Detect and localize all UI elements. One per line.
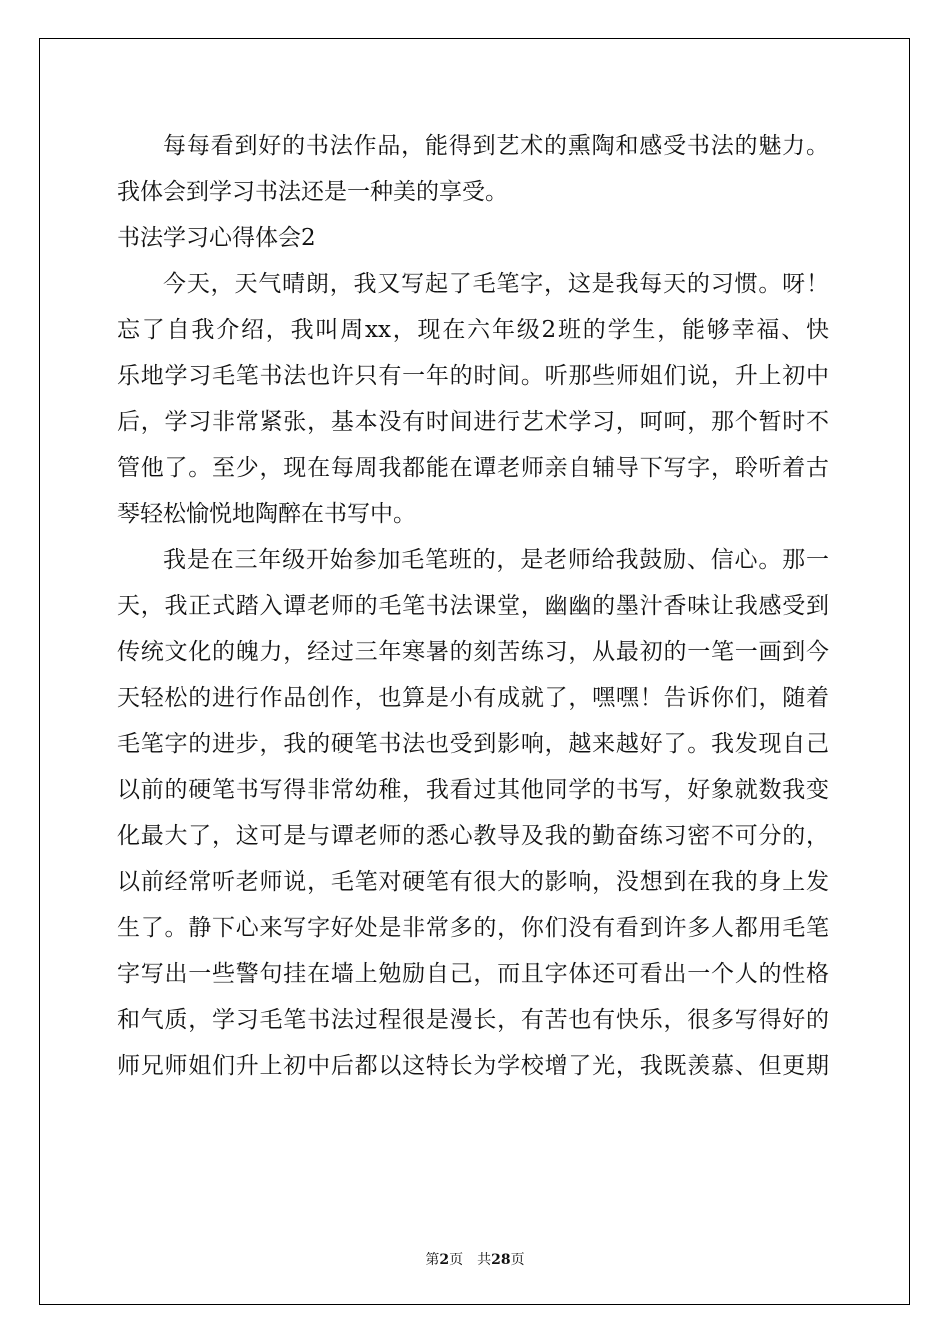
text-line: 生了。静下心来写字好处是非常多的，你们没有看到许多人都用毛笔 [117, 915, 829, 941]
text-line: 和气质，学习毛笔书法过程很是漫长，有苦也有快乐，很多写得好的 [117, 1007, 829, 1033]
text-line: 化最大了，这可是与谭老师的悉心教导及我的勤奋练习密不可分的， [117, 823, 829, 849]
page-prefix: 第 [425, 1252, 440, 1268]
page-current: 2 [439, 1252, 450, 1268]
text-line: 后，学习非常紧张，基本没有时间进行艺术学习，呵呵，那个暂时不 [117, 409, 829, 435]
text-line: 天轻松的进行作品创作，也算是小有成就了，嘿嘿！告诉你们，随着 [117, 685, 829, 711]
text-line: 传统文化的魄力，经过三年寒暑的刻苦练习，从最初的一笔一画到今 [117, 639, 829, 665]
text-line: 毛笔字的进步，我的硬笔书法也受到影响，越来越好了。我发现自己 [117, 731, 829, 757]
text-line: 忘了自我介绍，我叫周xx，现在六年级2班的学生，能够幸福、快 [117, 317, 829, 343]
text-line: 今天，天气晴朗，我又写起了毛笔字，这是我每天的习惯。呀！ [163, 271, 829, 297]
text-line: 字写出一些警句挂在墙上勉励自己，而且字体还可看出一个人的性格 [117, 961, 829, 987]
document-body [117, 131, 829, 1097]
text-line: 每每看到好的书法作品，能得到艺术的熏陶和感受书法的魅力。 [163, 133, 829, 159]
page-footer [0, 1249, 950, 1269]
text-line: 以前经常听老师说，毛笔对硬笔有很大的影响，没想到在我的身上发 [117, 869, 829, 895]
text-line: 乐地学习毛笔书法也许只有一年的时间。听那些师姐们说，升上初中 [117, 363, 829, 389]
page-total: 28 [491, 1252, 511, 1268]
text-line: 师兄师姐们升上初中后都以这特长为学校增了光，我既羡慕、但更期 [117, 1053, 829, 1079]
text-line: 以前的硬笔书写得非常幼稚，我看过其他同学的书写，好象就数我变 [117, 777, 829, 803]
text-line: 天，我正式踏入谭老师的毛笔书法课堂，幽幽的墨汁香味让我感受到 [117, 593, 829, 619]
page-suffix: 页 [510, 1252, 525, 1268]
text-line: 管他了。至少，现在每周我都能在谭老师亲自辅导下写字，聆听着古 [117, 455, 829, 481]
section-heading: 书法学习心得体会2 [117, 225, 316, 251]
text-line: 琴轻松愉悦地陶醉在书写中。 [117, 501, 416, 527]
text-line: 我体会到学习书法还是一种美的享受。 [117, 179, 508, 205]
text-line: 我是在三年级开始参加毛笔班的，是老师给我鼓励、信心。那一 [163, 547, 829, 573]
page-mid: 页 共 [449, 1252, 492, 1268]
